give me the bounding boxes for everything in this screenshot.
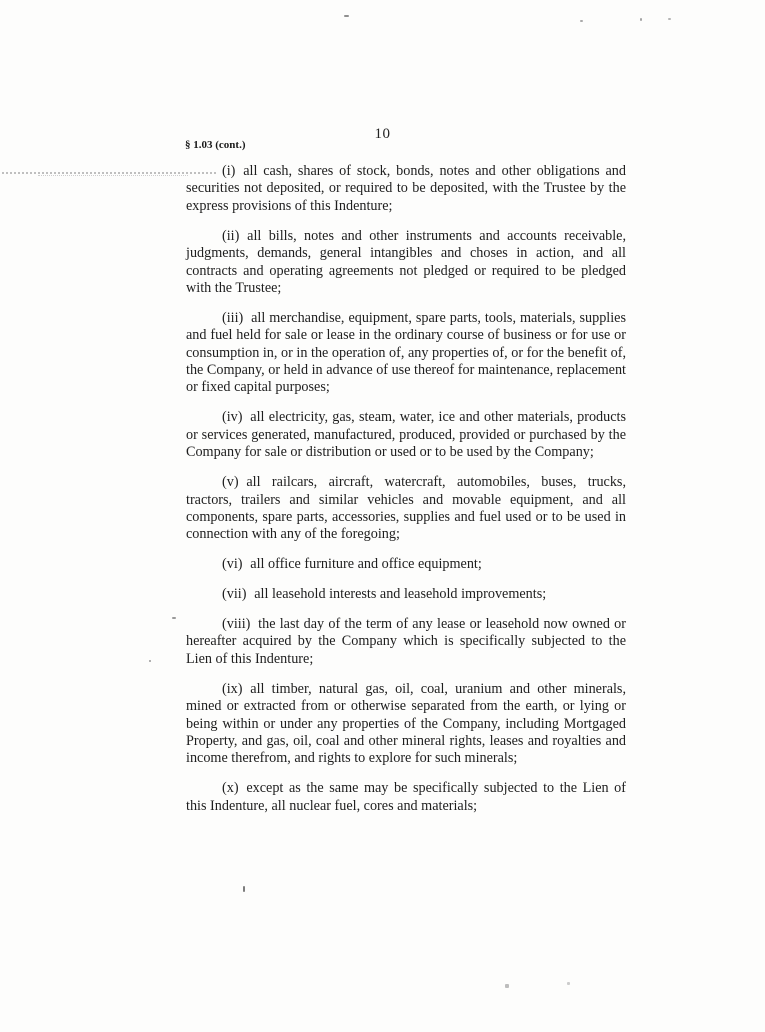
list-marker: (ii) [222,227,240,244]
scan-speck [149,660,151,662]
body-text-block [186,163,626,828]
paragraph-text: all bills, notes and other instruments and accounts receivable, judgments, demands, general intangibles and choses in action, and all contracts and operating agreements not pledged or required to be pledged with the Trustee; [186,227,626,296]
paragraph-text: all office furniture and office equipment; [250,556,482,573]
scan-artifact-dots [38,175,188,176]
list-marker: (iv) [222,409,243,426]
section-label: § 1.03 (cont.) [185,139,246,151]
scan-speck [344,15,349,17]
paragraph-text: all railcars, aircraft, watercraft, automobiles, buses, trucks, tractors, trailers and similar vehicles and movable equipment, and all components, spare parts, accessories, supplies and fuel used or to be used in connection with any of the foregoing; [186,474,626,543]
list-marker: (vii) [222,586,247,603]
list-marker: (x) [222,780,239,797]
page-number: 10 [374,126,391,142]
scan-speck [580,20,583,22]
paragraph-text: all cash, shares of stock, bonds, notes and other obligations and securities not deposited, or required to be deposited, with the Trustee by the express provisions of this Indenture; [186,163,626,214]
paragraph-text: all timber, natural gas, oil, coal, uranium and other minerals, mined or extracted from or otherwise separated from the earth, or lying or being within or under any properties of the Company, including Mortgaged Property, and gas, oil, coal and other mineral rights, leases and royalties and income therefrom, and rights to explore for such minerals; [186,680,626,767]
paragraph-text: all electricity, gas, steam, water, ice and other materials, products or services generated, manufactured, produced, provided or purchased by the Company for sale or distribution or used or to be used by the Company; [186,409,626,461]
paragraph-vii [186,586,626,603]
scan-speck [172,617,176,619]
paragraph-vi [186,556,626,573]
list-marker: (i) [222,163,236,179]
scan-artifact-dots [2,172,216,174]
scan-speck [567,982,570,985]
paragraph-x [186,780,626,815]
paragraph-iv [186,409,626,461]
list-marker: (viii) [222,616,251,633]
scan-speck [640,18,642,21]
scan-speck [668,18,671,20]
scan-speck [243,886,245,892]
paragraph-v [186,474,626,544]
paragraph-viii [186,616,626,668]
paragraph-text: all merchandise, equipment, spare parts, tools, materials, supplies and fuel held for sale or lease in the ordinary course of business or for use or consumption in, or in the operation of, any properties of, or for the benefit of, the Company, or held in advance of use thereof for maintenance, replacement or fixed capital purposes; [186,309,626,396]
paragraph-iii [186,310,626,397]
paragraph-text: except as the same may be specifically subjected to the Lien of this Indenture, all nuclear fuel, cores and materials; [186,780,626,814]
scan-speck [505,984,509,988]
list-marker: (iii) [222,309,244,326]
paragraph-ix [186,681,626,768]
paragraph-text: the last day of the term of any lease or leasehold now owned or hereafter acquired by the Company which is specifically subjected to the Lien of this Indenture; [186,616,626,667]
list-marker: (ix) [222,680,243,697]
paragraph-ii [186,228,626,298]
paragraph-i [186,163,626,215]
list-marker: (vi) [222,556,243,573]
list-marker: (v) [222,474,239,491]
paragraph-text: all leasehold interests and leasehold improvements; [254,586,547,603]
